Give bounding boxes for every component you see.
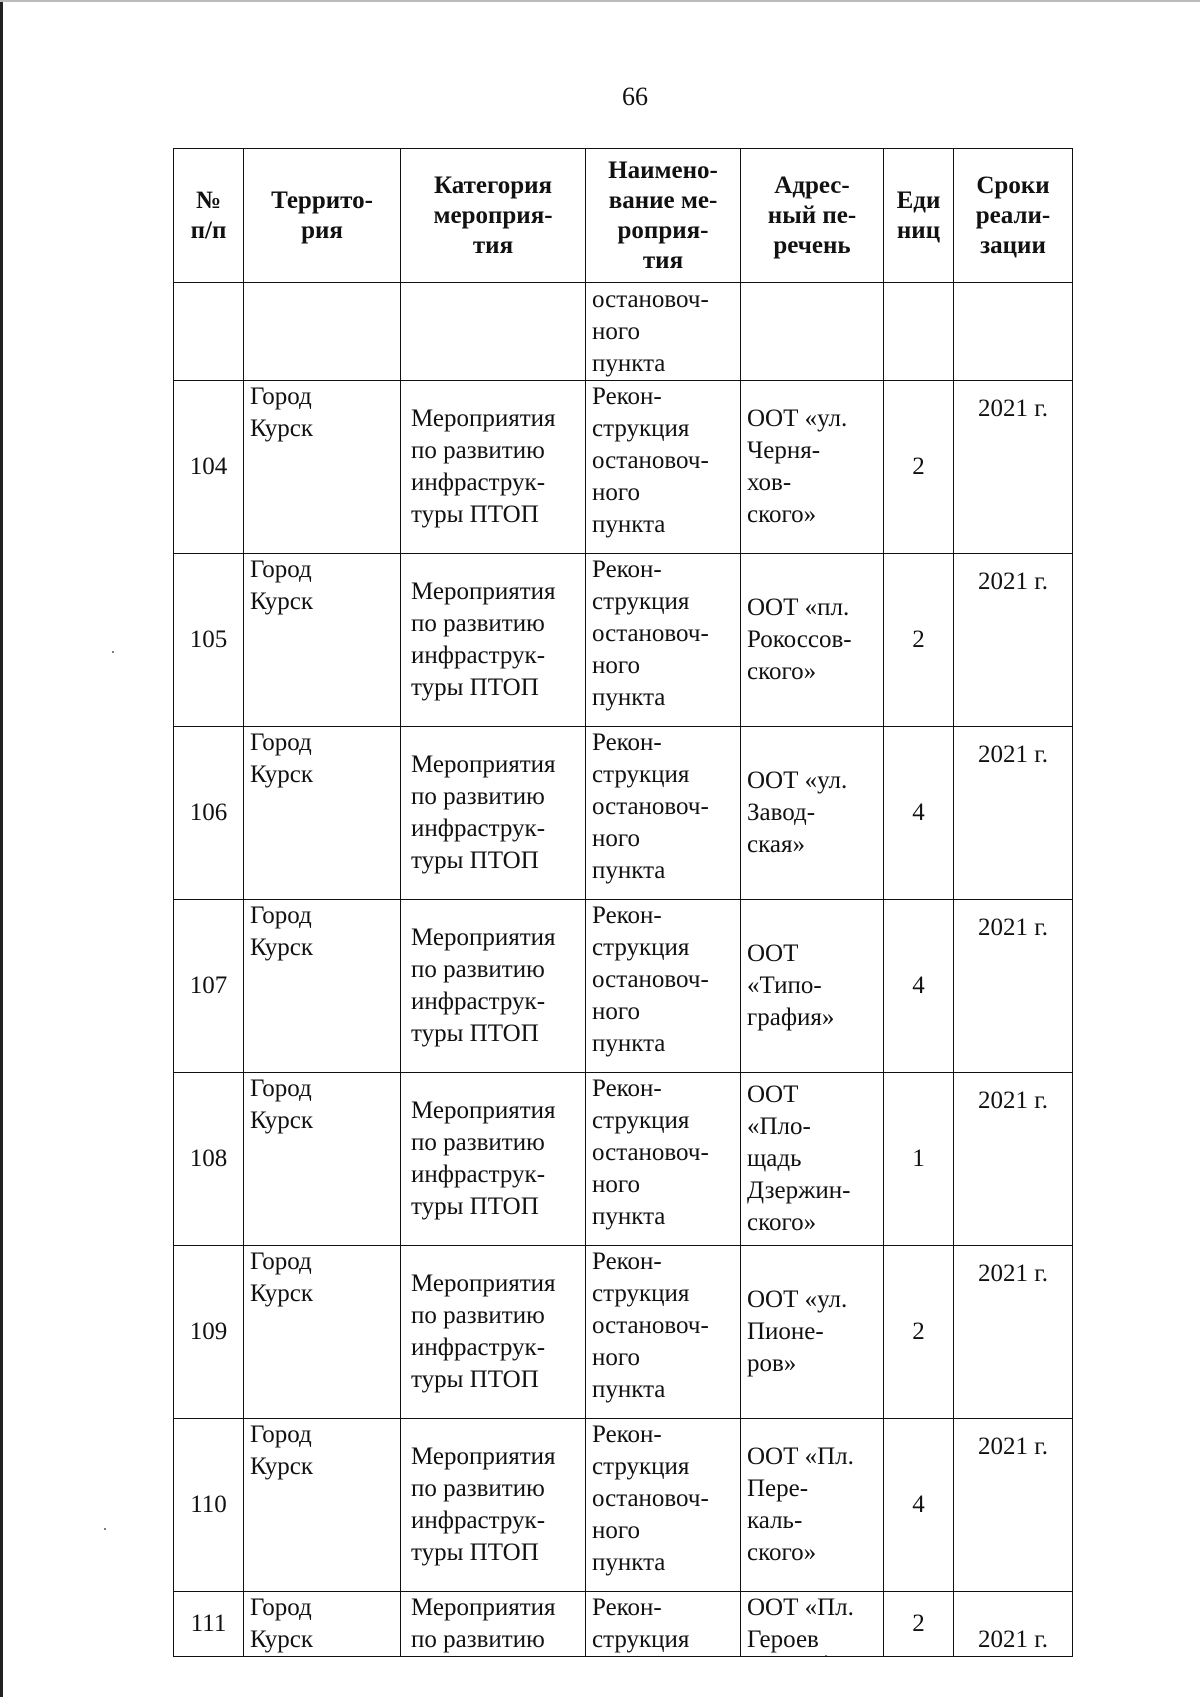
cell-name: Рекон- струкция остановоч- ного пункта [586,1246,741,1419]
cell-num: 109 [174,1246,244,1419]
cell-term: 2021 г. [954,1419,1073,1592]
measures-table [173,148,1073,1657]
cell-category: Мероприятия по развитию инфраструк- туры ПТОП [401,1419,586,1592]
scan-edge [0,0,3,1697]
cell-units: 1 [884,1073,954,1246]
header-number: № п/п [174,149,244,283]
cell-category: Мероприятия по развитию инфраструк- туры ПТОП [401,1073,586,1246]
cell-units: 4 [884,727,954,900]
cell-category [401,283,586,381]
cell-name: Рекон- струкция остановоч- ного пункта [586,1073,741,1246]
cell-name: остановоч- ного пункта [586,283,741,381]
cell-territory: Город Курск [244,727,401,900]
cell-territory: Город Курск [244,1592,401,1657]
cell-category: Мероприятия по развитию [401,1592,586,1657]
cell-term: 2021 г. [954,727,1073,900]
cell-num: 107 [174,900,244,1073]
table-row [174,554,1073,727]
header-address: Адрес- ный пе- речень [741,149,884,283]
cell-term: 2021 г. [954,1073,1073,1246]
cell-address: ООТ «ул. Завод- ская» [741,727,884,900]
cell-name: Рекон- струкция остановоч- ного пункта [586,381,741,554]
scan-edge-top [0,0,1200,2]
cell-address: ООТ «пл. Рокоссов- ского» [741,554,884,727]
table-row [174,1073,1073,1246]
table-row [174,381,1073,554]
cell-num [174,283,244,381]
cell-num: 110 [174,1419,244,1592]
cell-address: ООТ «Типо- графия» [741,900,884,1073]
table-row [174,727,1073,900]
cell-name: Рекон- струкция остановоч- ного пункта [586,554,741,727]
table-row [174,900,1073,1073]
header-term: Сроки реали- зации [954,149,1073,283]
table-row-continuation [174,283,1073,381]
cell-territory: Город Курск [244,1419,401,1592]
cell-territory: Город Курск [244,900,401,1073]
cell-units: 2 [884,381,954,554]
cell-address: ООТ «ул. Пионе- ров» [741,1246,884,1419]
cell-units [884,283,954,381]
table-row [174,1246,1073,1419]
cell-territory: Город Курск [244,381,401,554]
page-number: 66 [622,82,648,111]
cell-units: 4 [884,1419,954,1592]
cell-category: Мероприятия по развитию инфраструк- туры ПТОП [401,381,586,554]
cell-name: Рекон- струкция остановоч- ного пункта [586,1419,741,1592]
scan-speck [112,651,114,653]
cell-num: 104 [174,381,244,554]
cell-address [741,283,884,381]
header-territory: Террито- рия [244,149,401,283]
cell-address: ООТ «Пло- щадь Дзержин- ского» [741,1073,884,1246]
cell-term: 2021 г. [954,1246,1073,1419]
table-row [174,1419,1073,1592]
cell-name: Рекон- струкция остановоч- ного пункта [586,900,741,1073]
table-row [174,1592,1073,1657]
cell-num: 108 [174,1073,244,1246]
cell-address: ООТ «Пл. Героев [741,1592,884,1657]
cell-category: Мероприятия по развитию инфраструк- туры ПТОП [401,900,586,1073]
cell-address: ООТ «Пл. Пере- каль- ского» [741,1419,884,1592]
cell-term: 2021 г. [954,1592,1073,1657]
cell-num: 106 [174,727,244,900]
cell-territory: Город Курск [244,1246,401,1419]
cell-term: 2021 г. [954,381,1073,554]
table-header-row [174,149,1073,283]
cell-term: 2021 г. [954,900,1073,1073]
cell-num: 105 [174,554,244,727]
header-category: Категория мероприя- тия [401,149,586,283]
cell-term: 2021 г. [954,554,1073,727]
header-name: Наимено- вание ме- роприя- тия [586,149,741,283]
cell-name: Рекон- струкция [586,1592,741,1657]
cell-units: 2 [884,1592,954,1657]
cell-term [954,283,1073,381]
cell-units: 4 [884,900,954,1073]
cell-name: Рекон- струкция остановоч- ного пункта [586,727,741,900]
cell-category: Мероприятия по развитию инфраструк- туры ПТОП [401,1246,586,1419]
cell-territory: Город Курск [244,1073,401,1246]
cell-units: 2 [884,1246,954,1419]
cell-territory: Город Курск [244,554,401,727]
cell-num: 111 [174,1592,244,1657]
cell-category: Мероприятия по развитию инфраструк- туры ПТОП [401,727,586,900]
cell-territory [244,283,401,381]
cell-address: ООТ «ул. Черня- хов- ского» [741,381,884,554]
cell-units: 2 [884,554,954,727]
cell-category: Мероприятия по развитию инфраструк- туры ПТОП [401,554,586,727]
header-units: Еди ниц [884,149,954,283]
scan-speck [104,1528,106,1530]
